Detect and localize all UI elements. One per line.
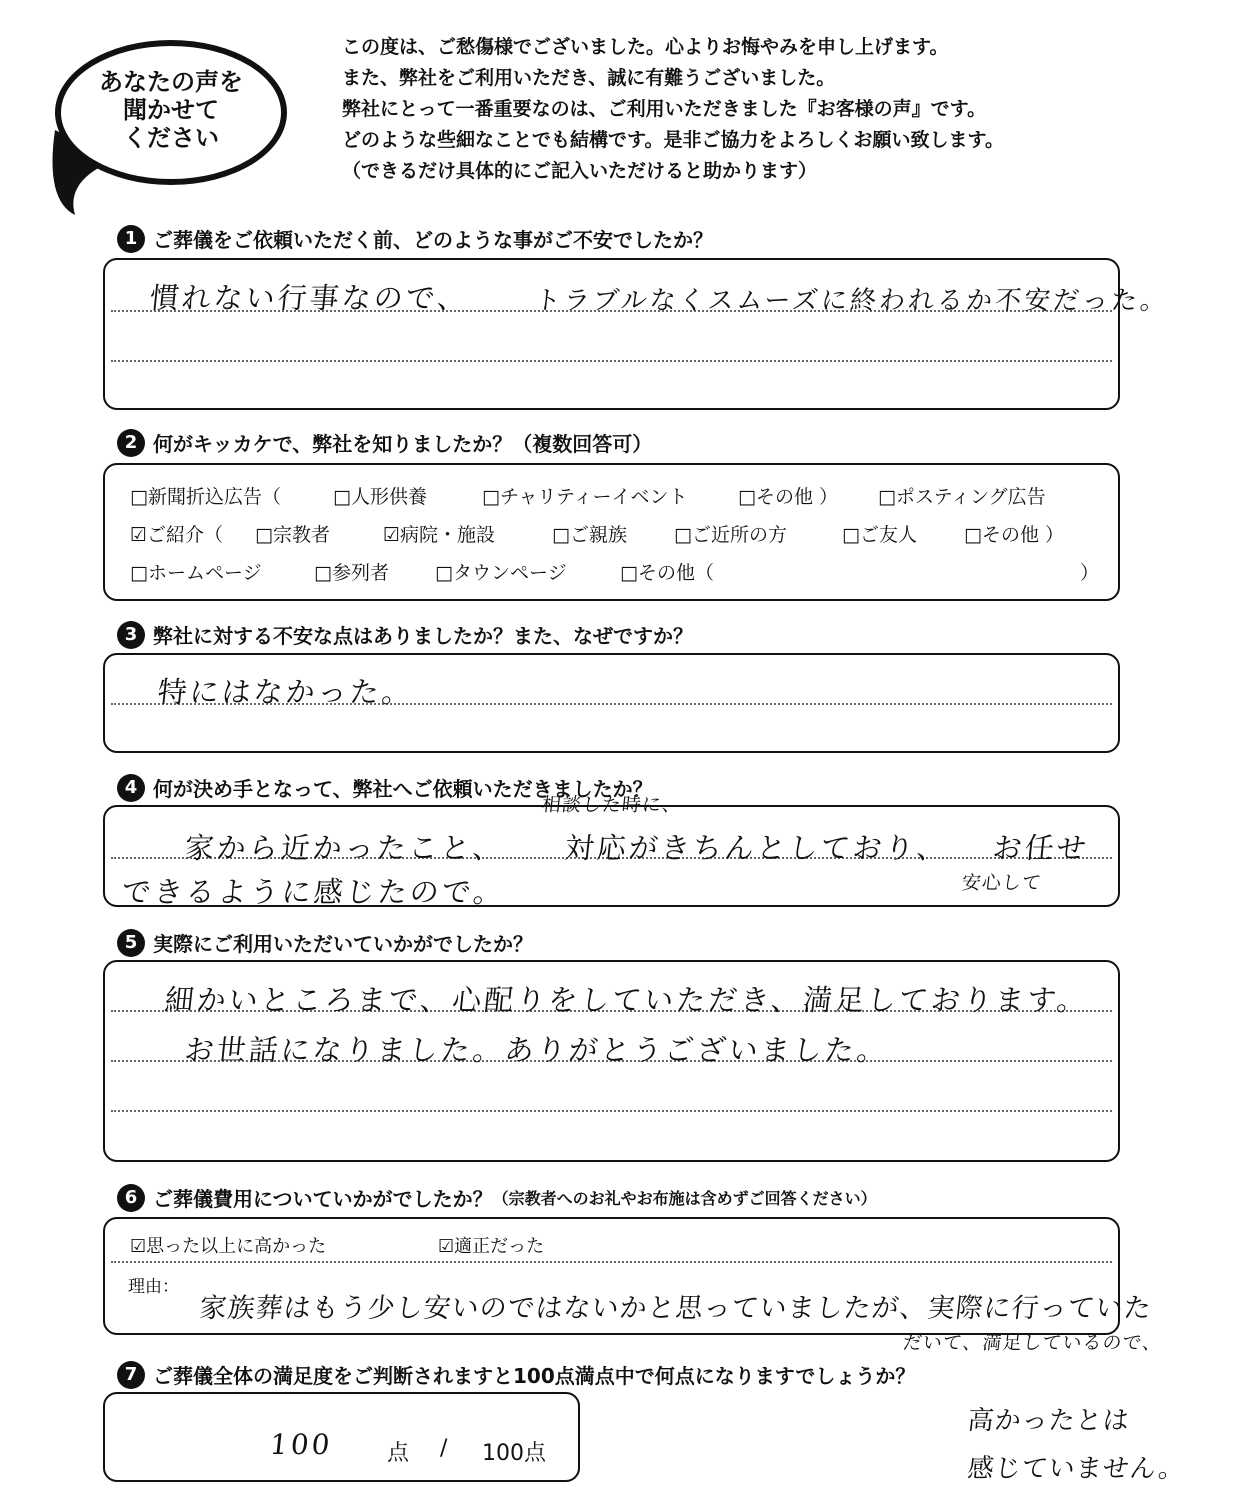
question-6-title: ご葬儀費用についていかがでしたか？ xyxy=(153,1187,493,1211)
checkbox-other-3[interactable]: □その他（ xyxy=(620,562,714,584)
checkbox-religious[interactable]: □宗教者 xyxy=(255,524,330,546)
q6-reason-continued: だいて、満足しているので、 xyxy=(901,1332,1164,1354)
q4-answer-line-2: できるように感じたので。 xyxy=(120,875,508,909)
other-close-paren: ） xyxy=(1080,562,1100,584)
checkbox-town-page[interactable]: □タウンページ xyxy=(435,562,567,584)
intro-line: また、弊社をご利用いただき、誠に有難うございました。 xyxy=(342,67,836,89)
question-number-badge: 7 xyxy=(117,1361,145,1389)
checkbox-reasonable[interactable]: ☑適正だった xyxy=(438,1236,545,1257)
checkbox-homepage[interactable]: □ホームページ xyxy=(130,562,262,584)
score-max: 100点 xyxy=(482,1441,546,1466)
question-4-title: 何が決め手となって、弊社へご依頼いただきましたか？ xyxy=(153,777,653,801)
intro-text xyxy=(342,32,1004,187)
score-slash: / xyxy=(440,1436,448,1461)
question-6-heading xyxy=(117,1183,877,1212)
q4-answer-part-3: お任せ xyxy=(991,831,1091,865)
speech-bubble xyxy=(55,40,287,185)
checkbox-friends[interactable]: □ご友人 xyxy=(842,524,917,546)
q4-insert-below: 安心して xyxy=(960,872,1044,894)
checkbox-attendee[interactable]: □参列者 xyxy=(314,562,389,584)
intro-line: どのような些細なことでも結構です。是非ご協力をよろしくお願い致します。 xyxy=(342,129,1004,151)
checkbox-newspaper-ad[interactable]: □新聞折込広告（ xyxy=(130,486,281,508)
question-7-heading xyxy=(117,1360,915,1389)
checkbox-hospital-facility[interactable]: ☑病院・施設 xyxy=(383,524,496,546)
q6-side-note-1: 高かったとは xyxy=(966,1406,1132,1436)
checkbox-more-expensive[interactable]: ☑思った以上に高かった xyxy=(130,1236,327,1257)
q5-answer-line-2: お世話になりました。ありがとうございました。 xyxy=(183,1033,891,1067)
question-1-title: ご葬儀をご依頼いただく前、どのような事がご不安でしたか？ xyxy=(153,228,713,252)
question-3-heading xyxy=(117,620,693,649)
question-number-badge: 4 xyxy=(117,774,145,802)
question-2-title: 何がキッカケで、弊社を知りましたか？（複数回答可） xyxy=(153,432,653,456)
question-6-subtitle: （宗教者へのお礼やお布施は含めずご回答ください） xyxy=(492,1189,877,1208)
question-7-title: ご葬儀全体の満足度をご判断されますと100点満点中で何点になりますでしょうか？ xyxy=(153,1364,916,1388)
q1-answer-part-1: 慣れない行事なので、 xyxy=(148,281,472,315)
question-3-title: 弊社に対する不安な点はありましたか？また、なぜですか？ xyxy=(153,624,693,648)
intro-line: 弊社にとって一番重要なのは、ご利用いただきました『お客様の声』です。 xyxy=(342,98,987,120)
question-5-heading xyxy=(117,928,533,957)
checkbox-referral[interactable]: ☑ご紹介（ xyxy=(130,524,224,546)
score-value: 100 xyxy=(268,1428,335,1461)
question-1-heading xyxy=(117,224,713,253)
q6-side-note-2: 感じていません。 xyxy=(966,1454,1187,1484)
checkbox-other-2[interactable]: □その他 ） xyxy=(964,524,1064,546)
intro-line: （できるだけ具体的にご記入いただけると助かります） xyxy=(342,160,818,182)
q6-reason-line: 家族葬はもう少し安いのではないかと思っていましたが、実際に行っていた xyxy=(198,1293,1154,1324)
q1-answer-part-2: トラブルなくスムーズに終われるか不安だった。 xyxy=(533,286,1171,316)
q3-answer: 特にはなかった。 xyxy=(156,675,416,709)
question-number-badge: 2 xyxy=(117,429,145,457)
reason-label: 理由： xyxy=(128,1277,179,1297)
checkbox-neighbors[interactable]: □ご近所の方 xyxy=(674,524,787,546)
score-unit: 点 xyxy=(387,1441,410,1466)
question-number-badge: 5 xyxy=(117,929,145,957)
bubble-text: あなたの声を 聞かせて ください xyxy=(99,68,243,152)
question-2-heading xyxy=(117,428,652,457)
q5-answer-line-1: 細かいところまで、心配りをしていただき、満足しております。 xyxy=(163,983,1091,1017)
checkbox-charity-event[interactable]: □チャリティーイベント xyxy=(482,486,688,508)
question-number-badge: 1 xyxy=(117,225,145,253)
checkbox-other-1[interactable]: □その他 ） xyxy=(738,486,838,508)
question-number-badge: 3 xyxy=(117,621,145,649)
checkbox-doll-memorial[interactable]: □人形供養 xyxy=(333,486,427,508)
question-number-badge: 6 xyxy=(117,1184,145,1212)
intro-line: この度は、ご愁傷様でございました。心よりお悔やみを申し上げます。 xyxy=(342,36,949,58)
q4-answer-part-2: 対応がきちんとしており、 xyxy=(563,831,951,865)
q4-insert-above: 相談した時に、 xyxy=(540,794,684,816)
checkbox-posting-ad[interactable]: □ポスティング広告 xyxy=(878,486,1046,508)
question-5-title: 実際にご利用いただいていかがでしたか？ xyxy=(153,932,533,956)
checkbox-relatives[interactable]: □ご親族 xyxy=(552,524,627,546)
q4-answer-part-1: 家から近かったこと、 xyxy=(183,831,507,865)
